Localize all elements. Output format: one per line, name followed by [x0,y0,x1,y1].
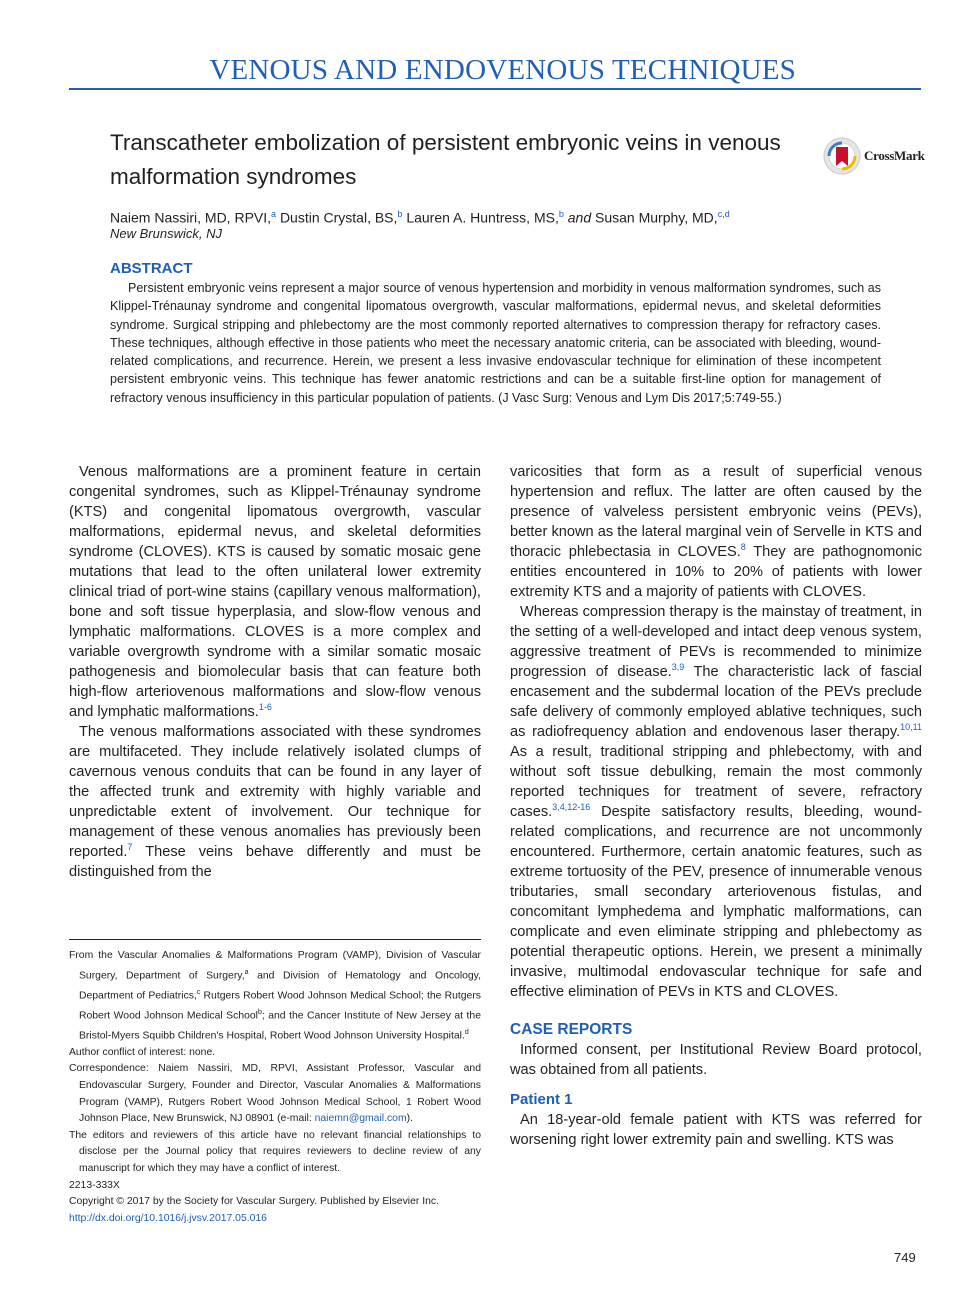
citation-link[interactable]: 1-6 [258,702,272,713]
correspondence-footnote [69,1061,481,1127]
section-header [69,52,921,90]
affiliation-marker: a [244,968,249,976]
case-reports-heading: CASE REPORTS [510,1021,633,1038]
footnote-text: Correspondence: Naiem Nassiri, MD, RPVI, Assistant Professor, Vascular and Endovascular Surgery, Founder and Director, Vascular Anomalies & Malformations Program (VAMP), Rutgers Robert Wood Johnson Medical School, 1 Robert Wood Johnson Place, New Brunswick, NJ 08901 (e-mail: [69,1063,481,1125]
crossmark-badge[interactable] [823,136,923,176]
paragraph-text: These veins behave differently and must be distinguished from the [69,844,481,880]
affiliation-marker: b [257,1008,262,1016]
article-title: Transcatheter embolization of persistent embryonic veins in venous malformation syndromes [110,130,781,189]
body-column-right [510,462,922,1150]
paragraph-text: The characteristic lack of fascial encasement and the subdermal location of the PEVs preclude safe delivery of commonly employed ablative techniques, such as radiofrequency ablation and endovenous laser therapy. [510,664,922,740]
paragraph-text: Venous malformations are a prominent feature in certain congenital syndromes, such as Klippel-Trénaunay syndrome (KTS) and congenital lipomatous overgrowth, vascular malformations, epidermal nevus, and skeletal deformities syndrome (CLOVES). KTS is caused by somatic mosaic gene mutations that lead to the often unilateral lower extremity clinical triad of port-wine stains (capillary venous malformation), bone and soft tissue hyperplasia, and slow-flow venous and lymphatic malformations. CLOVES is a more complex and variable overgrowth syndrome with a similar somatic mosaic pathogenesis and biomolecular basis that can feature both high-flow arteriovenous malformations and slow-flow venous and lymphatic malformations. [69,464,481,720]
body-paragraph [510,462,922,602]
abstract-heading: ABSTRACT [110,260,193,277]
citation-link[interactable]: 3,4,12-16 [552,802,591,813]
author-conjunction: and [567,209,592,226]
author-name: Dustin Crystal, BS, [279,209,398,226]
paragraph-text: varicosities that form as a result of superficial venous hypertension and reflux. The latter are often caused by the presence of valveless persistent embryonic veins (PEVs), better known as the lateral marginal vein of Servelle in KTS and thoracic phlebectasia in CLOVES. [510,464,922,560]
conflict-footnote: Author conflict of interest: none. [69,1046,216,1058]
body-column-left [69,462,481,882]
consent-paragraph: Informed consent, per Institutional Review Board protocol, was obtained from all patients. [510,1042,922,1078]
author-name: Susan Murphy, MD, [595,209,718,226]
issn: 2213-333X [69,1179,120,1191]
section-header-text: VENOUS AND ENDOVENOUS TECHNIQUES [209,54,796,86]
author-location: New Brunswick, NJ [110,226,222,241]
body-paragraph [69,462,481,722]
affiliation-marker[interactable]: c,d [717,209,730,219]
crossmark-label: CrossMark [864,148,925,163]
affiliation-marker: c [196,988,201,996]
paragraph-text: They are pathognomonic entities encountered in 10% to 20% of patients with lower extremity KTS and a majority of patients with CLOVES. [510,544,922,600]
paragraph-text: Whereas compression therapy is the mainstay of treatment, in the setting of a well-developed and intact deep venous system, aggressive treatment of PEVs is recommended to minimize progression of disease. [510,604,922,680]
body-paragraph [69,722,481,882]
affiliation-marker[interactable]: b [397,209,403,219]
footnote-text: and Division of Hematology and Oncology, Department of Pediatrics, [79,970,481,1002]
affiliation-marker[interactable]: a [271,209,277,219]
footnote-text: ; and the Cancer Institute of New Jersey at the Bristol-Myers Squibb Children's Hospital, Robert Wood Johnson University Hospital. [79,1010,481,1042]
abstract-text: Persistent embryonic veins represent a major source of venous hypertension and morbidity in venous malformation syndromes, such as Klippel-Trénaunay syndrome and congenital lipomatous overgrowth, vascular malformations, epidermal nevus, and skeletal deformities syndrome. Surgical stripping and phlebectomy are the most commonly reported alternatives to compression therapy for refractory cases. These techniques, although effective in those patients who meet the necessary anatomic criteria, can be associated with bleeding, wound-related complications, and recurrence. Herein, we present a less invasive endovascular technique for elimination of these incompetent persistent embryonic veins. This technique has fewer anatomic restrictions and can be a suitable first-line option for management of refractory venous insufficiency in this particular population of patients. (J Vasc Surg: Venous and Lym Dis 2017;5:749-55.) [110,281,881,405]
affiliation-marker[interactable]: b [558,209,564,219]
editors-footnote: The editors and reviewers of this article have no relevant financial relationships to disclose per the Journal policy that requires reviewers to decline review of any manuscript for which they may have a conflict of interest. [69,1129,481,1174]
author-name: Naiem Nassiri, MD, RPVI, [110,209,272,226]
citation-link[interactable]: 10,11 [900,722,922,733]
paragraph-text: As a result, traditional stripping and phlebectomy, with and without soft tissue debulking, remain the most commonly reported techniques for treatment of severe, refractory cases. [510,744,922,820]
page-number: 749 [894,1250,916,1265]
copyright: Copyright © 2017 by the Society for Vascular Surgery. Published by Elsevier Inc. [69,1196,439,1208]
citation-link[interactable]: 7 [127,842,133,853]
footnote-text: Rutgers Robert Wood Johnson Medical School; the Rutgers Robert Wood Johnson Medical School [79,990,481,1022]
footnote-divider [69,939,481,940]
footnotes [69,948,481,1227]
doi-link[interactable]: http://dx.doi.org/10.1016/j.jvsv.2017.05.016 [69,1212,267,1224]
author-name: Lauren A. Huntress, MS, [406,209,559,226]
affiliation-marker: d [464,1028,469,1036]
author-list [110,203,870,229]
body-paragraph [510,602,922,1002]
citation-link[interactable]: 8 [740,542,746,553]
affiliation-footnote [69,948,481,1045]
footnote-text: From the Vascular Anomalies & Malformations Program (VAMP), Division of Vascular Surgery, Department of Surgery, [69,950,481,982]
patient-1-heading: Patient 1 [510,1091,573,1108]
email-link[interactable]: naiemn@gmail.com [314,1113,407,1125]
paragraph-text: Despite satisfactory results, bleeding, wound-related complications, and recurrence are not uncommonly encountered. Furthermore, certain anatomic features, such as extreme tortuosity of the PEV, presence of innumerable venous tributaries, small secondary arteriovenous fistulas, and concomitant lymphedema and lymphatic malformations, can complicate and even eliminate stripping and phlebectomy as potential therapeutic options. Herein, we present a minimally invasive, multimodal endovascular technique for safe and effective elimination of PEVs in KTS and CLOVES. [510,804,922,1000]
citation-link[interactable]: 3,9 [671,662,685,673]
paragraph-text: The venous malformations associated with these syndromes are multifaceted. They include relatively isolated clumps of cavernous venous conduits that can be found in any layer of the affected trunk and extremity with highly variable and unpredictable extent of involvement. Our technique for management of these venous anomalies has previously been reported. [69,724,481,860]
footnote-text: ). [406,1113,413,1125]
crossmark-icon [823,136,861,176]
patient-paragraph: An 18-year-old female patient with KTS was referred for worsening right lower extremity pain and swelling. KTS was [510,1112,922,1148]
